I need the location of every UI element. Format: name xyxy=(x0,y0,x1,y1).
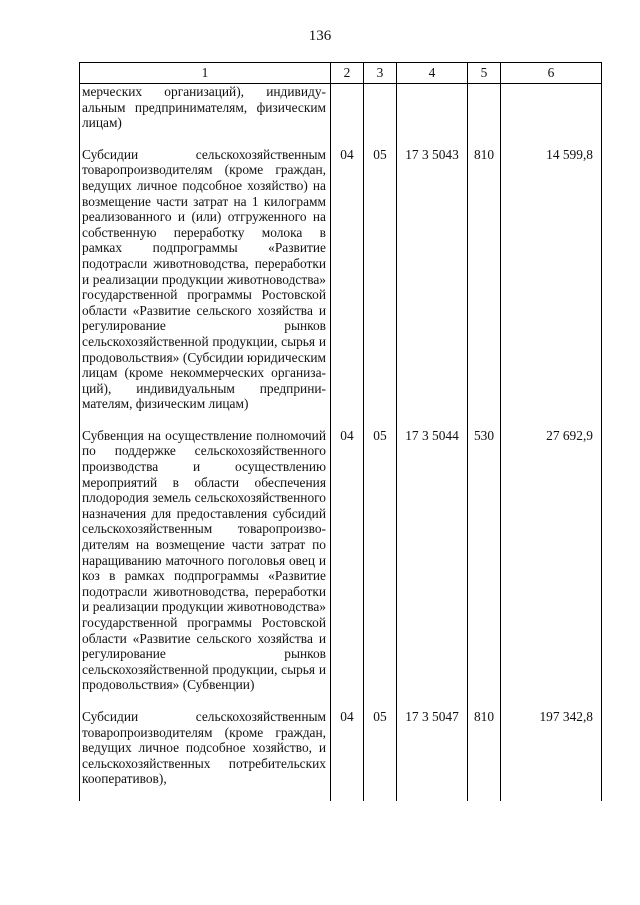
header-col-3: 3 xyxy=(364,63,397,84)
row-section-code xyxy=(331,84,364,145)
table-header-row xyxy=(80,63,602,84)
header-col-1: 1 xyxy=(80,63,331,84)
row-amount: 197 342,8 xyxy=(501,707,602,801)
row-section-code: 04 xyxy=(331,707,364,801)
row-amount: 14 599,8 xyxy=(501,145,602,426)
table-row xyxy=(80,707,602,801)
header-col-5: 5 xyxy=(468,63,501,84)
budget-table xyxy=(79,62,602,801)
row-section-code: 04 xyxy=(331,426,364,707)
row-amount: 27 692,9 xyxy=(501,426,602,707)
row-description: Субсидии сельскохозяйственным товаропроизводителям (кроме граждан, ведущих личное подсобное хозяйство, и сельскохозяйственных потребительских кооперативов), xyxy=(80,707,331,801)
header-col-2: 2 xyxy=(331,63,364,84)
row-subsection-code xyxy=(364,84,397,145)
row-description: мерческих организаций), индивидуальным предпринимателям, физическим лицам) xyxy=(80,84,331,145)
row-section-code: 04 xyxy=(331,145,364,426)
row-target-article-code: 17 3 5047 xyxy=(397,707,468,801)
row-expense-type-code: 810 xyxy=(468,707,501,801)
row-expense-type-code xyxy=(468,84,501,145)
row-target-article-code: 17 3 5044 xyxy=(397,426,468,707)
table-row xyxy=(80,145,602,426)
table-row xyxy=(80,426,602,707)
row-subsection-code: 05 xyxy=(364,145,397,426)
row-target-article-code xyxy=(397,84,468,145)
table-row xyxy=(80,84,602,145)
row-expense-type-code: 810 xyxy=(468,145,501,426)
row-subsection-code: 05 xyxy=(364,707,397,801)
page-number: 136 xyxy=(308,28,332,44)
row-subsection-code: 05 xyxy=(364,426,397,707)
header-col-4: 4 xyxy=(397,63,468,84)
row-expense-type-code: 530 xyxy=(468,426,501,707)
row-description: Субвенция на осуществление полномочий по поддержке сельскохозяйственного производства и осуществлению мероприятий в области обеспечения плодородия земель сельскохозяйственного назначения для предоставления субсидий сельскохозяйственным товаропроизводителям на возмещение части затрат по наращиванию маточного поголовья овец и коз в рамках подпрограммы «Развитие подотрасли животноводства, переработки и реализации продукции животноводства» государственной программы Ростовской области «Развитие сельского хозяйства и регулирование рынков сельскохозяйственной продукции, сырья и продовольствия» (Субвенции) xyxy=(80,426,331,707)
header-col-6: 6 xyxy=(501,63,602,84)
row-target-article-code: 17 3 5043 xyxy=(397,145,468,426)
row-description: Субсидии сельскохозяйственным товаропроизводителям (кроме граждан, ведущих личное подсобное хозяйство) на возмещение части затрат на 1 килограмм реализованного и (или) отгруженного на собственную переработку молока в рамках подпрограммы «Развитие подотрасли животноводства, переработки и реализации продукции животноводства» государственной программы Ростовской области «Развитие сельского хозяйства и регулирование рынков сельскохозяйственной продукции, сырья и продовольствия» (Субсидии юридическим лицам (кроме некоммерческих организаций), индивидуальным предпринимателям, физическим лицам) xyxy=(80,145,331,426)
row-amount xyxy=(501,84,602,145)
